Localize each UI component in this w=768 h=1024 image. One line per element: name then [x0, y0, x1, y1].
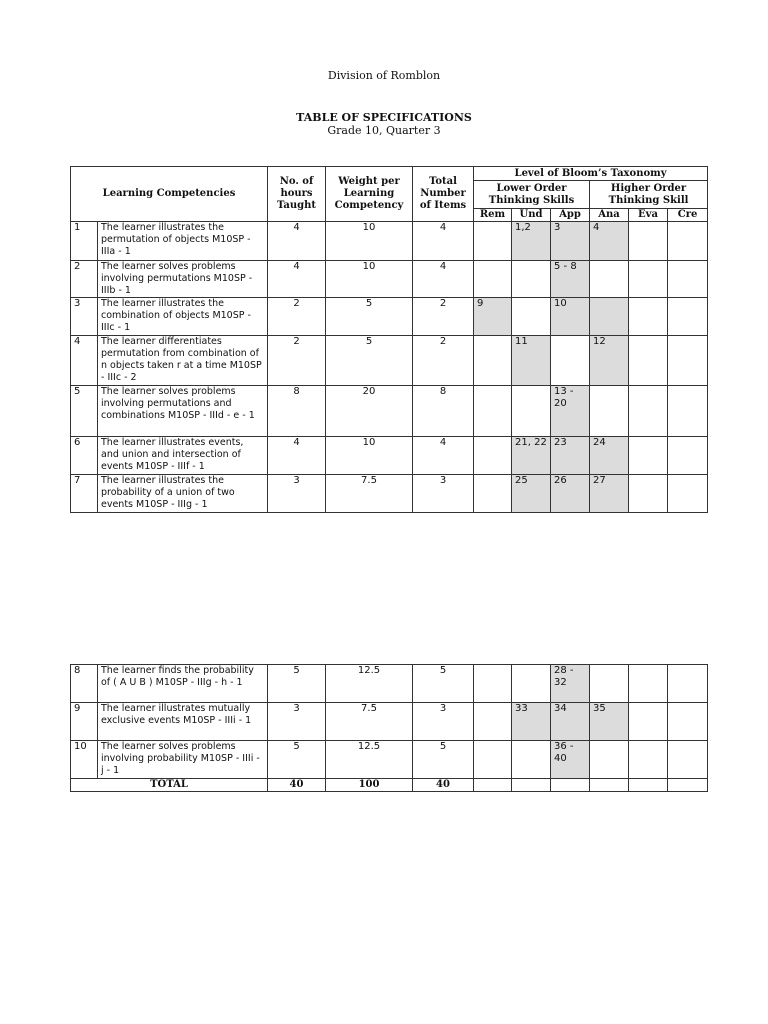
- total-ana: [590, 779, 629, 792]
- weight-value: 10: [326, 261, 413, 298]
- header-weight: Weight per Learning Competency: [326, 167, 413, 222]
- level-und-cell: [512, 386, 551, 437]
- competency-text: The learner illustrates the combination of objects M10SP - IIIc - 1: [98, 298, 268, 336]
- header-hours-taught: No. of hours Taught: [268, 167, 326, 222]
- level-und-cell: 11: [512, 336, 551, 386]
- level-ana-cell: [590, 386, 629, 437]
- level-eva-cell: [629, 386, 668, 437]
- level-ana-cell: 35: [590, 703, 629, 741]
- items-value: 5: [413, 741, 474, 779]
- row-number: 10: [71, 741, 98, 779]
- weight-value: 5: [326, 298, 413, 336]
- row-number: 5: [71, 386, 98, 437]
- level-cre-cell: [668, 665, 708, 703]
- row-number: 8: [71, 665, 98, 703]
- level-cre-cell: [668, 437, 708, 475]
- level-und-cell: 33: [512, 703, 551, 741]
- row-number: 1: [71, 222, 98, 261]
- row-number: 3: [71, 298, 98, 336]
- level-app-cell: 3: [551, 222, 590, 261]
- division-name: Division of Romblon: [327, 69, 441, 82]
- level-und-cell: 1,2: [512, 222, 551, 261]
- level-rem-cell: [474, 475, 512, 513]
- level-app-cell: 28 - 32: [551, 665, 590, 703]
- total-row: [71, 779, 708, 792]
- table-row: [71, 437, 708, 475]
- table-row: [71, 336, 708, 386]
- items-value: 3: [413, 703, 474, 741]
- table-row: [71, 741, 708, 779]
- hours-value: 8: [268, 386, 326, 437]
- total-hours: 40: [268, 779, 326, 792]
- hours-value: 2: [268, 336, 326, 386]
- level-und-cell: [512, 261, 551, 298]
- items-value: 4: [413, 261, 474, 298]
- level-ana-cell: 12: [590, 336, 629, 386]
- level-und-cell: 25: [512, 475, 551, 513]
- header-eva: Eva: [629, 209, 668, 222]
- header-learning-competencies: Learning Competencies: [71, 167, 268, 222]
- total-app: [551, 779, 590, 792]
- level-rem-cell: 9: [474, 298, 512, 336]
- competency-text: The learner differentiates permutation from combination of n objects taken r at a time M10SP - IIIc - 2: [98, 336, 268, 386]
- row-number: 2: [71, 261, 98, 298]
- weight-value: 7.5: [326, 703, 413, 741]
- level-rem-cell: [474, 386, 512, 437]
- table-row: [71, 386, 708, 437]
- competency-text: The learner finds the probability of ( A U B ) M10SP - IIIg - h - 1: [98, 665, 268, 703]
- competency-text: The learner illustrates events, and union and intersection of events M10SP - IIIf - 1: [98, 437, 268, 475]
- level-eva-cell: [629, 222, 668, 261]
- hours-value: 3: [268, 703, 326, 741]
- level-und-cell: [512, 298, 551, 336]
- document-title: TABLE OF SPECIFICATIONS: [296, 111, 472, 124]
- level-rem-cell: [474, 336, 512, 386]
- header-total-items: Total Number of Items: [413, 167, 474, 222]
- weight-value: 12.5: [326, 741, 413, 779]
- header-lower-order: Lower Order Thinking Skills: [474, 181, 590, 209]
- total-items: 40: [413, 779, 474, 792]
- level-rem-cell: [474, 437, 512, 475]
- competency-text: The learner solves problems involving permutations and combinations M10SP - IIId - e - 1: [98, 386, 268, 437]
- level-cre-cell: [668, 703, 708, 741]
- level-eva-cell: [629, 336, 668, 386]
- level-cre-cell: [668, 741, 708, 779]
- level-app-cell: 34: [551, 703, 590, 741]
- level-app-cell: 13 - 20: [551, 386, 590, 437]
- total-eva: [629, 779, 668, 792]
- items-value: 5: [413, 665, 474, 703]
- row-number: 6: [71, 437, 98, 475]
- header-ana: Ana: [590, 209, 629, 222]
- level-rem-cell: [474, 741, 512, 779]
- table-row: [71, 298, 708, 336]
- weight-value: 10: [326, 437, 413, 475]
- tos-table-page-1: [70, 166, 708, 513]
- competency-text: The learner illustrates the permutation of objects M10SP - IIIa - 1: [98, 222, 268, 261]
- level-app-cell: 5 - 8: [551, 261, 590, 298]
- level-und-cell: 21, 22: [512, 437, 551, 475]
- level-eva-cell: [629, 703, 668, 741]
- header-rem: Rem: [474, 209, 512, 222]
- level-cre-cell: [668, 298, 708, 336]
- level-eva-cell: [629, 261, 668, 298]
- level-und-cell: [512, 665, 551, 703]
- weight-value: 5: [326, 336, 413, 386]
- level-ana-cell: [590, 665, 629, 703]
- total-rem: [474, 779, 512, 792]
- level-ana-cell: 24: [590, 437, 629, 475]
- level-cre-cell: [668, 336, 708, 386]
- competency-text: The learner illustrates the probability of a union of two events M10SP - IIIg - 1: [98, 475, 268, 513]
- hours-value: 5: [268, 741, 326, 779]
- total-cre: [668, 779, 708, 792]
- items-value: 8: [413, 386, 474, 437]
- level-app-cell: [551, 336, 590, 386]
- level-ana-cell: 4: [590, 222, 629, 261]
- weight-value: 10: [326, 222, 413, 261]
- header-cre: Cre: [668, 209, 708, 222]
- tos-table-page-2: [70, 664, 708, 792]
- row-number: 9: [71, 703, 98, 741]
- level-cre-cell: [668, 222, 708, 261]
- level-cre-cell: [668, 386, 708, 437]
- level-ana-cell: 27: [590, 475, 629, 513]
- weight-value: 7.5: [326, 475, 413, 513]
- level-app-cell: 23: [551, 437, 590, 475]
- level-cre-cell: [668, 475, 708, 513]
- document-subtitle: Grade 10, Quarter 3: [327, 124, 441, 137]
- weight-value: 20: [326, 386, 413, 437]
- level-ana-cell: [590, 298, 629, 336]
- total-label: TOTAL: [71, 779, 268, 792]
- header-blooms-taxonomy: Level of Bloom’s Taxonomy: [474, 167, 708, 181]
- hours-value: 4: [268, 222, 326, 261]
- hours-value: 4: [268, 261, 326, 298]
- row-number: 4: [71, 336, 98, 386]
- level-eva-cell: [629, 741, 668, 779]
- level-ana-cell: [590, 741, 629, 779]
- items-value: 2: [413, 336, 474, 386]
- competency-text: The learner solves problems involving permutations M10SP - IIIb - 1: [98, 261, 268, 298]
- header-higher-order: Higher Order Thinking Skill: [590, 181, 708, 209]
- level-rem-cell: [474, 665, 512, 703]
- items-value: 4: [413, 437, 474, 475]
- level-eva-cell: [629, 475, 668, 513]
- level-rem-cell: [474, 261, 512, 298]
- level-app-cell: 26: [551, 475, 590, 513]
- competency-text: The learner solves problems involving probability M10SP - IIIi - j - 1: [98, 741, 268, 779]
- level-rem-cell: [474, 222, 512, 261]
- table-row: [71, 475, 708, 513]
- hours-value: 5: [268, 665, 326, 703]
- level-eva-cell: [629, 298, 668, 336]
- level-und-cell: [512, 741, 551, 779]
- table-row: [71, 261, 708, 298]
- total-und: [512, 779, 551, 792]
- level-cre-cell: [668, 261, 708, 298]
- competency-text: The learner illustrates mutually exclusive events M10SP - IIIi - 1: [98, 703, 268, 741]
- hours-value: 3: [268, 475, 326, 513]
- weight-value: 12.5: [326, 665, 413, 703]
- level-ana-cell: [590, 261, 629, 298]
- header-und: Und: [512, 209, 551, 222]
- table-row: [71, 665, 708, 703]
- items-value: 3: [413, 475, 474, 513]
- hours-value: 4: [268, 437, 326, 475]
- level-rem-cell: [474, 703, 512, 741]
- level-eva-cell: [629, 437, 668, 475]
- items-value: 2: [413, 298, 474, 336]
- level-eva-cell: [629, 665, 668, 703]
- level-app-cell: 36 - 40: [551, 741, 590, 779]
- header-app: App: [551, 209, 590, 222]
- items-value: 4: [413, 222, 474, 261]
- total-weight: 100: [326, 779, 413, 792]
- hours-value: 2: [268, 298, 326, 336]
- table-row: [71, 222, 708, 261]
- row-number: 7: [71, 475, 98, 513]
- level-app-cell: 10: [551, 298, 590, 336]
- table-row: [71, 703, 708, 741]
